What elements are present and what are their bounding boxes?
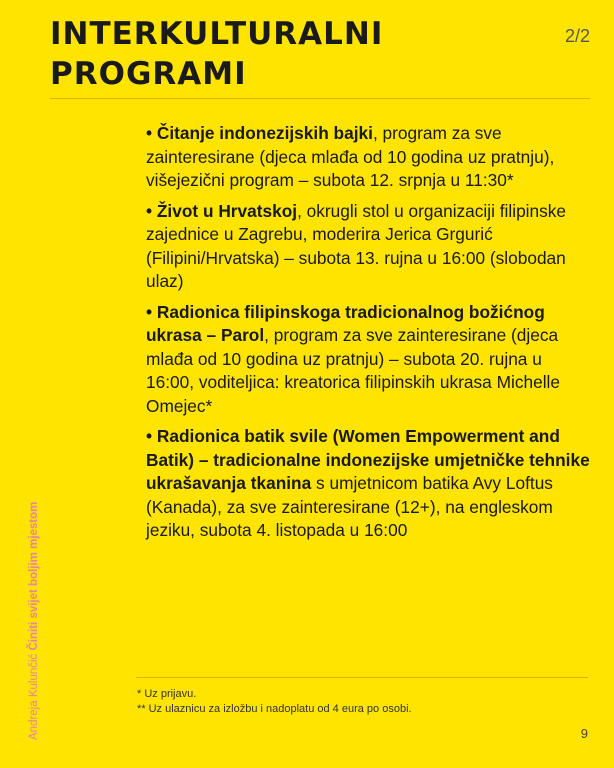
footnotes [137,687,412,717]
sidebar-credit [27,502,41,740]
page-indicator: 2/2 [564,26,590,46]
exhibition-title: Činiti svijet boljim mjestom [28,501,40,651]
event-item [146,425,590,543]
event-title: • Život u Hrvatskoj [146,200,298,221]
bottom-divider [136,677,588,678]
event-title: • Čitanje indonezijskih bajki [146,123,373,143]
title-line-1: INTERKULTURALNI [50,16,384,52]
event-title: • Radionica batik svile (Women Empowerment and Batik) – tradicionalne indonezijske umjetničke tehnike ukrašavanja tkanina [146,426,590,493]
event-item [146,200,590,294]
top-divider [50,98,590,99]
bullet: • [146,200,153,221]
event-description: , okrugli stol u organizaciji filipinske zajednice u Zagrebu, moderira Jerica Grgurić (Filipini/Hrvatska) – subota 13. rujna u 16:00 (slobodan ulaz) [146,200,567,291]
bullet: • [146,426,153,446]
event-description: , program za sve zainteresirane (djeca mlađa od 10 godina uz pratnju), višejezični program – subota 12. srpnja u 11:30* [146,123,555,190]
event-list [146,122,590,550]
event-item [146,301,590,419]
page-title [50,14,383,94]
event-item [146,122,590,193]
bullet: • [146,123,153,143]
bullet: • [146,301,153,322]
artist-name: Andreja Kulunčić [28,650,40,740]
event-title: • Radionica filipinskoga tradicionalnog božićnog ukrasa – Parol [146,301,545,345]
page-number: 9 [580,726,588,741]
title-line-2: PROGRAMI [50,56,247,92]
event-description: , program za sve zainteresirane (djeca mlađa od 10 godina uz pratnju) – subota 20. rujna u 16:00, voditeljica: kreatorica filipinskih ukrasa Michelle Omejec* [146,325,560,416]
footnote-registration: * Uz prijavu. [137,688,197,700]
footnote-ticket: ** Uz ulaznicu za izložbu i nadoplatu od 4 eura po osobi. [137,703,412,715]
event-description: s umjetnicom batika Avy Loftus (Kanada), za sve zainteresirane (12+), na engleskom jeziku, subota 4. listopada u 16:00 [146,473,553,540]
